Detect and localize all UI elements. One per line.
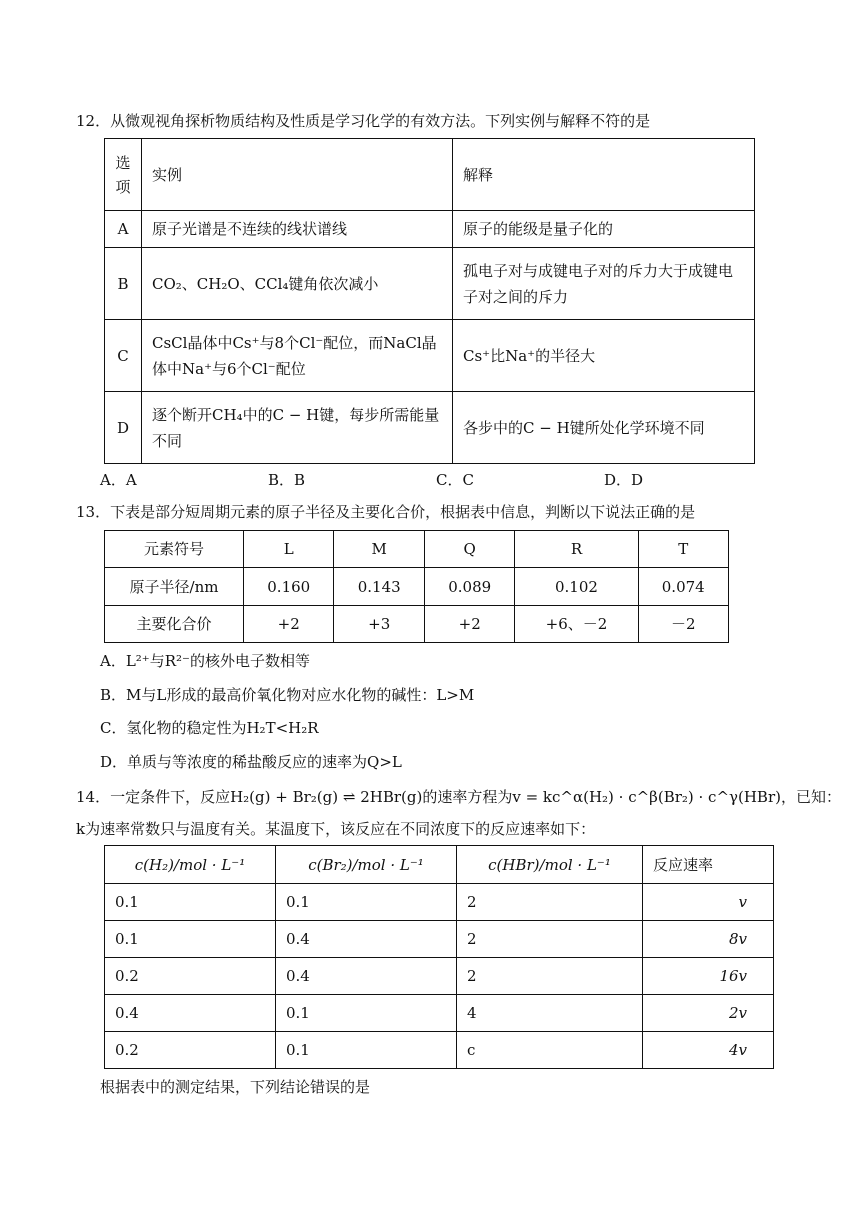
q12-example-cell: CsCl晶体中Cs⁺与8个Cl⁻配位，而NaCl晶体中Na⁺与6个Cl⁻配位 — [142, 320, 453, 392]
q12-example-cell: 原子光谱是不连续的线状谱线 — [142, 211, 453, 248]
q14-header-cell: 反应速率 — [643, 846, 774, 884]
q12-explain-cell: Cs⁺比Na⁺的半径大 — [453, 320, 755, 392]
q14-rate-cell: 16v — [643, 958, 774, 995]
q13-header-cell: T — [638, 531, 729, 568]
q14-rate-cell: 4v — [643, 1032, 774, 1069]
table-row — [105, 1032, 774, 1069]
q12-option-cell: A — [105, 211, 142, 248]
q14-cell: 0.4 — [105, 995, 276, 1032]
q12-option-d[interactable]: D．D — [604, 471, 644, 489]
table-row — [105, 846, 774, 884]
q13-option-a[interactable]: A．L²⁺与R²⁻的核外电子数相等 — [100, 652, 310, 670]
table-row — [105, 958, 774, 995]
q12-header-option: 选 项 — [105, 139, 142, 211]
q14-rate-cell: 8v — [643, 921, 774, 958]
q13-header-cell: Q — [424, 531, 514, 568]
q14-rate-cell: v — [643, 884, 774, 921]
q13-table — [104, 530, 729, 643]
q14-cell: 2 — [457, 921, 643, 958]
q14-cell: 0.1 — [276, 884, 457, 921]
q13-header-cell: R — [515, 531, 638, 568]
q13-radius-cell: 0.102 — [515, 568, 638, 606]
q14-cell: 0.1 — [276, 995, 457, 1032]
q14-header-cell: c(Br₂)/mol · L⁻¹ — [276, 846, 457, 884]
q13-radius-cell: 0.074 — [638, 568, 729, 606]
q13-radius-cell: 原子半径/nm — [105, 568, 244, 606]
q12-option-cell: B — [105, 248, 142, 320]
q12-example-cell: 逐个断开CH₄中的C − H键，每步所需能量不同 — [142, 392, 453, 464]
q13-stem: 13．下表是部分短周期元素的原子半径及主要化合价，根据表中信息，判断以下说法正确的是 — [76, 503, 696, 521]
q12-explain-cell: 各步中的C − H键所处化学环境不同 — [453, 392, 755, 464]
q14-cell: 2 — [457, 958, 643, 995]
q14-cell: 0.2 — [105, 958, 276, 995]
q13-valence-cell: －2 — [638, 606, 729, 643]
q14-cell: 0.4 — [276, 921, 457, 958]
q12-explain-cell: 原子的能级是量子化的 — [453, 211, 755, 248]
q13-header-cell: M — [334, 531, 424, 568]
q12-option-cell: C — [105, 320, 142, 392]
q12-option-c[interactable]: C．C — [436, 471, 474, 489]
table-row — [105, 995, 774, 1032]
table-row — [105, 248, 755, 320]
q14-header-cell: c(HBr)/mol · L⁻¹ — [457, 846, 643, 884]
table-row — [105, 884, 774, 921]
q13-radius-cell: 0.143 — [334, 568, 424, 606]
q14-cell: 4 — [457, 995, 643, 1032]
q12-example-cell: CO₂、CH₂O、CCl₄键角依次减小 — [142, 248, 453, 320]
q13-valence-cell: +2 — [244, 606, 334, 643]
q12-option-b[interactable]: B．B — [268, 471, 306, 489]
q13-option-b[interactable]: B．M与L形成的最高价氧化物对应水化物的碱性：L>M — [100, 686, 475, 704]
q13-radius-cell: 0.089 — [424, 568, 514, 606]
table-row — [105, 211, 755, 248]
q14-table — [104, 845, 774, 1069]
q14-cell: 0.1 — [276, 1032, 457, 1069]
q13-radius-cell: 0.160 — [244, 568, 334, 606]
q13-header-cell: L — [244, 531, 334, 568]
q12-explain-cell: 孤电子对与成键电子对的斥力大于成键电子对之间的斥力 — [453, 248, 755, 320]
q12-option-a[interactable]: A．A — [100, 471, 137, 489]
table-row — [105, 531, 729, 568]
q12-header-explain: 解释 — [453, 139, 755, 211]
q12-table — [104, 138, 755, 464]
q14-cell: c — [457, 1032, 643, 1069]
q12-options — [100, 469, 772, 490]
q13-option-d[interactable]: D．单质与等浓度的稀盐酸反应的速率为Q>L — [100, 753, 402, 771]
q14-stem-line1: 14．一定条件下，反应H₂(g) + Br₂(g) ⇌ 2HBr(g)的速率方程为v = kc^α(H₂) · c^β(Br₂) · c^γ(HBr)，已知： — [76, 788, 841, 806]
q13-valence-cell: +6、－2 — [515, 606, 638, 643]
table-row — [105, 320, 755, 392]
q13-valence-cell: +2 — [424, 606, 514, 643]
table-row — [105, 606, 729, 643]
q12-option-cell: D — [105, 392, 142, 464]
q14-cell: 0.2 — [105, 1032, 276, 1069]
q13-valence-cell: 主要化合价 — [105, 606, 244, 643]
q13-valence-cell: +3 — [334, 606, 424, 643]
q14-rate-cell: 2v — [643, 995, 774, 1032]
q12-header-example: 实例 — [142, 139, 453, 211]
table-row — [105, 568, 729, 606]
q12-stem: 12．从微观视角探析物质结构及性质是学习化学的有效方法。下列实例与解释不符的是 — [76, 112, 651, 130]
q14-cell: 0.1 — [105, 921, 276, 958]
q14-cell: 0.1 — [105, 884, 276, 921]
q13-option-c[interactable]: C．氢化物的稳定性为H₂T<H₂R — [100, 719, 319, 737]
table-row — [105, 921, 774, 958]
q14-header-cell: c(H₂)/mol · L⁻¹ — [105, 846, 276, 884]
q14-cell: 2 — [457, 884, 643, 921]
q14-cell: 0.4 — [276, 958, 457, 995]
q14-stem-line2: k为速率常数只与温度有关。某温度下，该反应在不同浓度下的反应速率如下： — [76, 820, 596, 838]
q13-header-cell: 元素符号 — [105, 531, 244, 568]
q14-after-text: 根据表中的测定结果，下列结论错误的是 — [100, 1078, 371, 1096]
table-row — [105, 392, 755, 464]
